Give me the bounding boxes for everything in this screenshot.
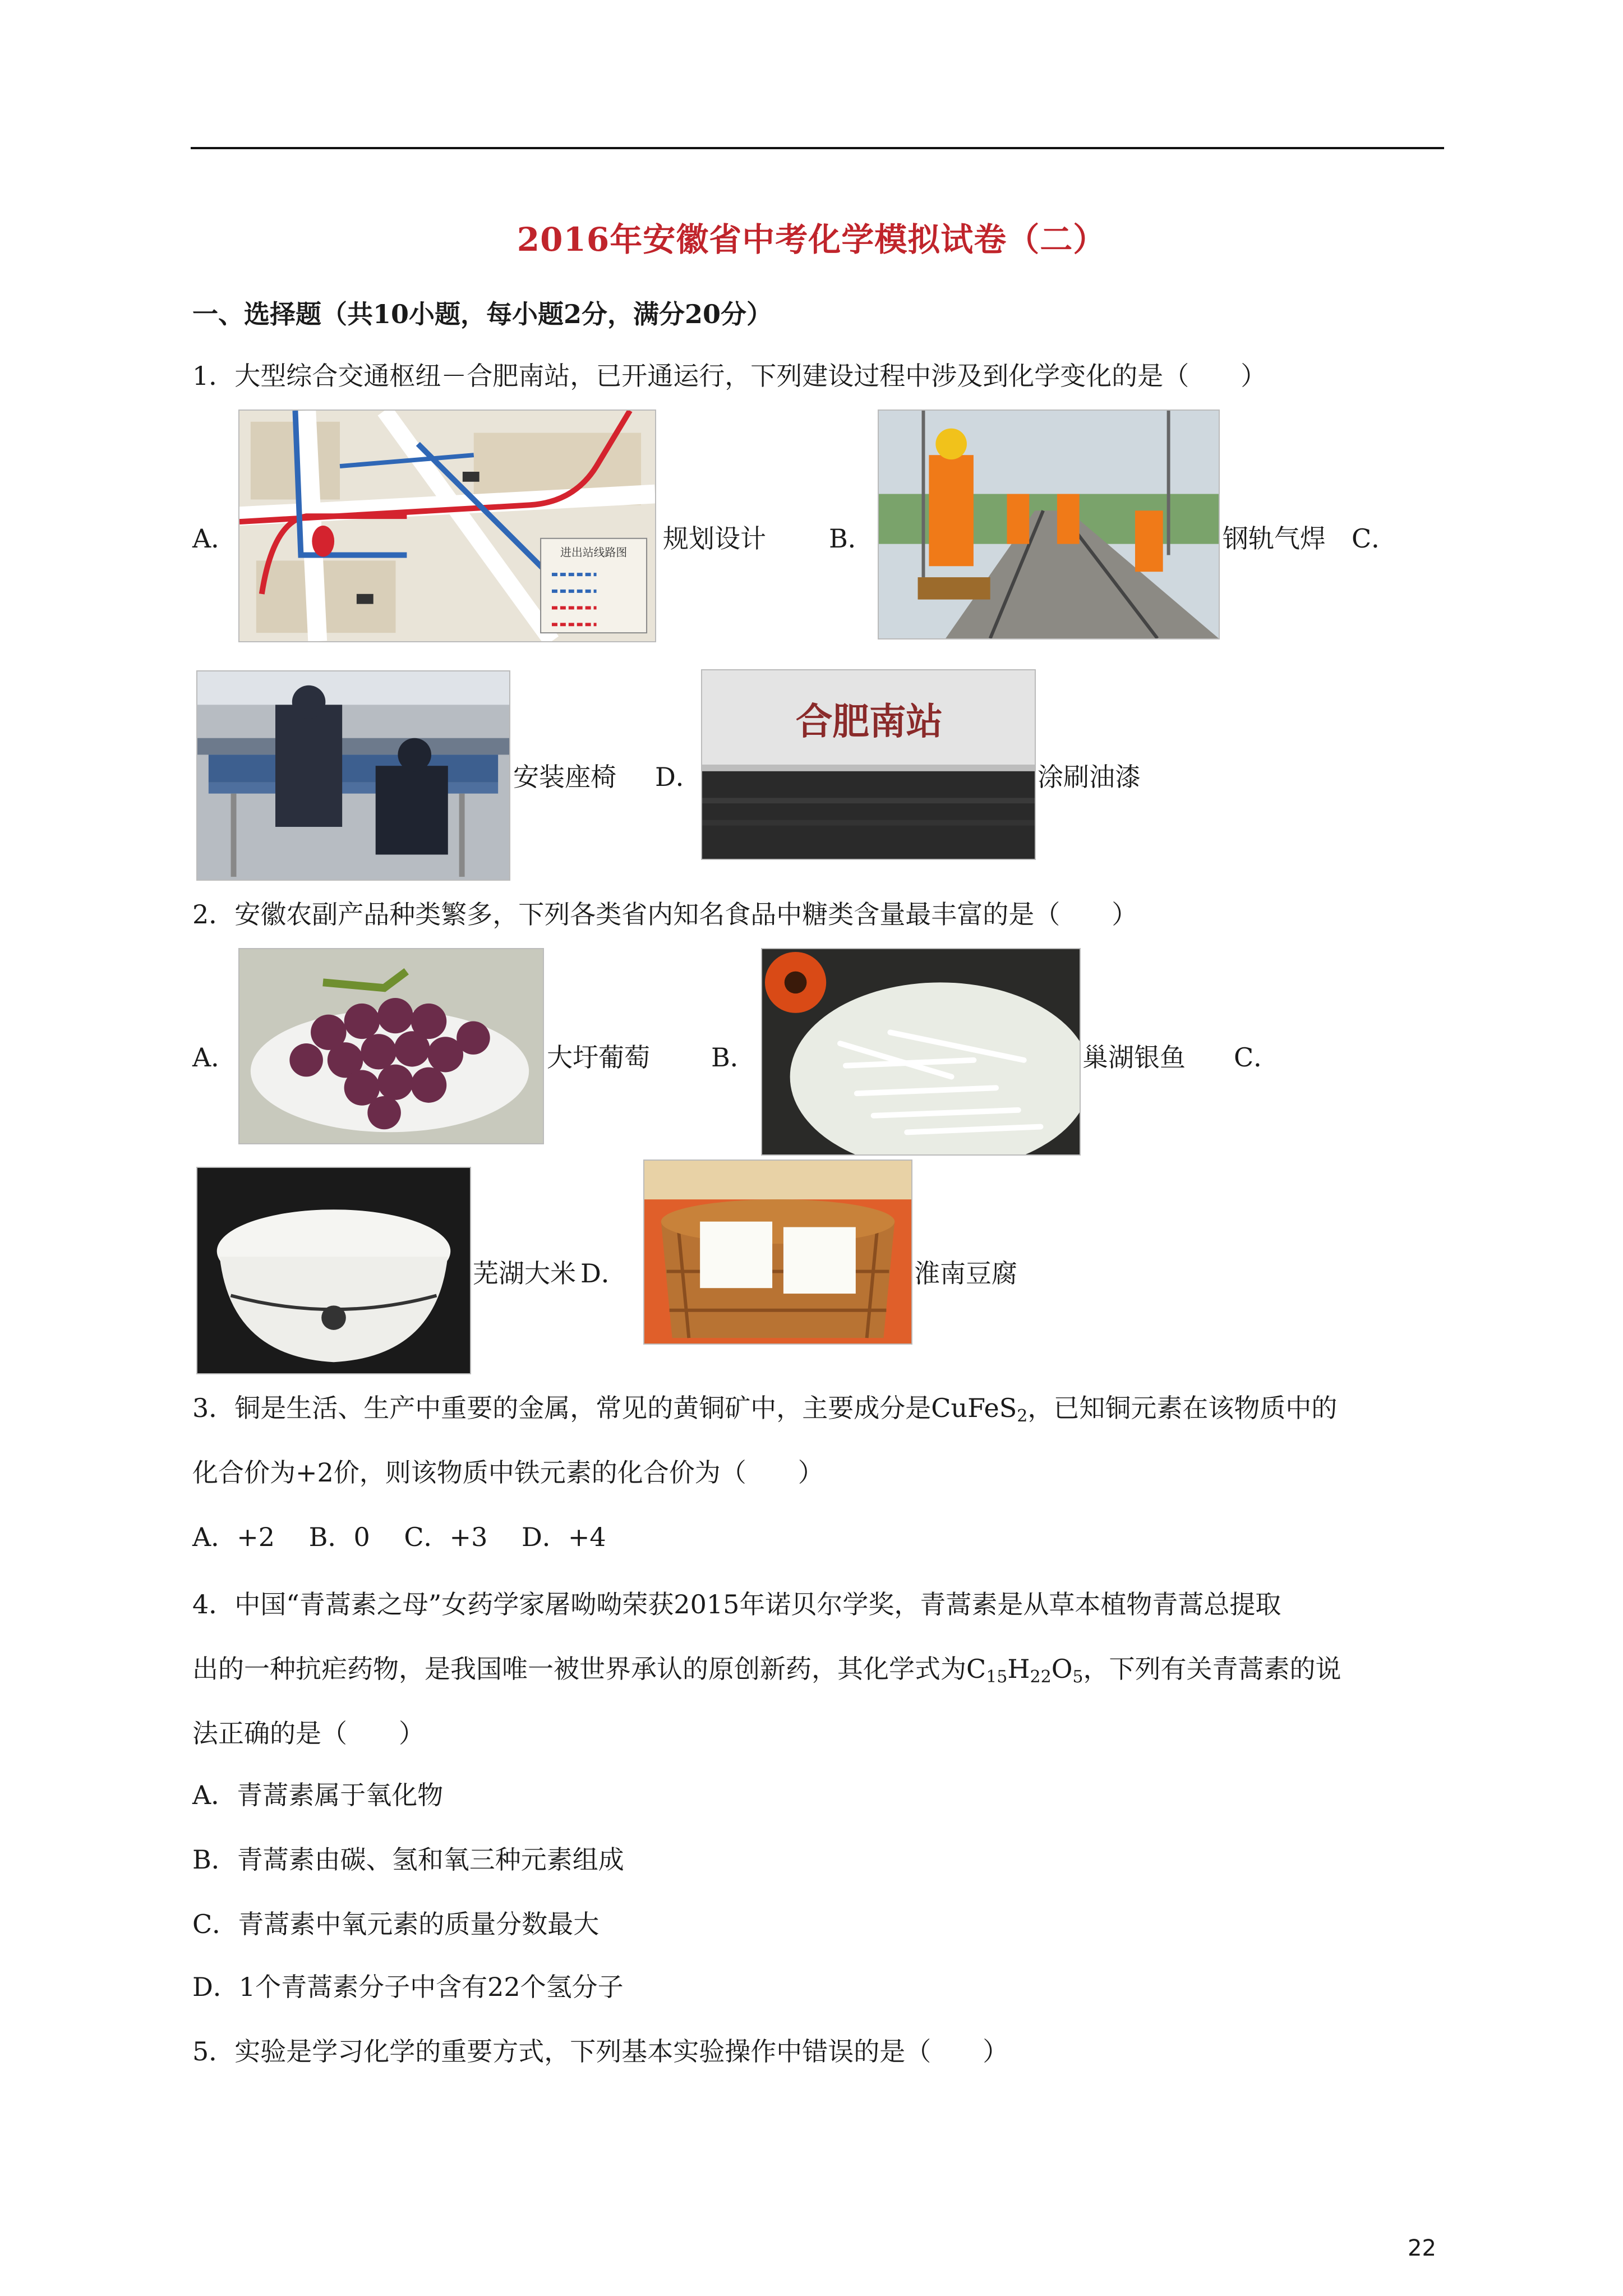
q2-option-b-text: 巢湖银鱼 xyxy=(1082,1042,1186,1073)
q1-option-c-letter: C． xyxy=(1352,523,1398,554)
map-legend-title: 进出站线路图 xyxy=(560,546,628,559)
q2-rice-image xyxy=(196,1167,471,1374)
q1-seats-image xyxy=(196,670,510,881)
question-2-stem: 2．安徽农副产品种类繁多，下列各类省内知名食品中糖类含量最丰富的是（ ） xyxy=(192,899,1138,930)
question-4-stem-line2: 出的一种抗疟药物，是我国唯一被世界承认的原创新药，其化学式为$C_{15}H_{22}O_5$，下列有关青蒿素的说 xyxy=(192,1654,1341,1687)
q2-whitebait-image xyxy=(761,948,1081,1156)
q2-option-a-text: 大圩葡萄 xyxy=(547,1042,650,1073)
q1-option-a-letter: A． xyxy=(192,523,237,554)
question-3-options: A．+2 B．0 C．+3 D．+4 xyxy=(192,1522,606,1552)
q2-option-d-letter: D． xyxy=(580,1258,627,1289)
q1-option-d-letter: D． xyxy=(655,762,702,792)
q1-rail-welding-image xyxy=(878,409,1220,639)
q2-grapes-image xyxy=(238,948,544,1144)
section-heading: 一、选择题（共10小题，每小题2分，满分20分） xyxy=(192,299,773,329)
q1-option-d-text: 涂刷油漆 xyxy=(1038,762,1141,792)
q2-option-a-letter: A． xyxy=(192,1042,237,1073)
header-rule xyxy=(191,147,1444,149)
q1-map-image xyxy=(238,409,656,642)
q2-option-c-text: 芜湖大米 xyxy=(473,1258,576,1289)
q2-tofu-image xyxy=(643,1159,912,1345)
q1-option-b-text: 钢轨气焊 xyxy=(1223,523,1326,554)
q4-option-c: C．青蒿素中氧元素的质量分数最大 xyxy=(192,1909,600,1939)
question-1-stem: 1．大型综合交通枢纽－合肥南站，已开通运行，下列建设过程中涉及到化学变化的是（ ） xyxy=(192,361,1267,391)
q1-option-b-letter: B． xyxy=(829,523,874,554)
q1-station-sign-image xyxy=(701,669,1036,860)
q2-option-d-text: 淮南豆腐 xyxy=(914,1258,1017,1289)
formula-cufes2: CuFeS$_2$ xyxy=(931,1393,1028,1426)
page-number: 22 xyxy=(1408,2235,1436,2261)
q1-option-a-text: 规划设计 xyxy=(663,523,766,554)
question-5-stem: 5．实验是学习化学的重要方式，下列基本实验操作中错误的是（ ） xyxy=(192,2036,1009,2067)
question-4-stem-line1: 4．中国“青蒿素之母”女药学家屠呦呦荣获2015年诺贝尔学奖，青蒿素是从草本植物青蒿总提取 xyxy=(192,1589,1281,1619)
question-3-stem-line2: 化合价为+2价，则该物质中铁元素的化合价为（ ） xyxy=(192,1457,824,1488)
q4-option-d: D．1个青蒿素分子中含有22个氢分子 xyxy=(192,1972,624,2002)
station-sign-text: 合肥南站 xyxy=(795,700,943,743)
q1-option-c-text: 安装座椅 xyxy=(513,762,616,792)
question-4-stem-line3: 法正确的是（ ） xyxy=(192,1718,425,1749)
question-3-stem-line1: 3．铜是生活、生产中重要的金属，常见的黄铜矿中，主要成分是CuFeS$_2$，已知铜元素在该物质中的 xyxy=(192,1393,1338,1426)
q4-option-b: B．青蒿素由碳、氢和氧三种元素组成 xyxy=(192,1844,624,1875)
page-title: 2016年安徽省中考化学模拟试卷（二） xyxy=(517,220,1106,259)
q2-option-c-letter: C． xyxy=(1234,1042,1280,1073)
q4-option-a: A．青蒿素属于氧化物 xyxy=(192,1780,444,1810)
q2-option-b-letter: B． xyxy=(711,1042,756,1073)
